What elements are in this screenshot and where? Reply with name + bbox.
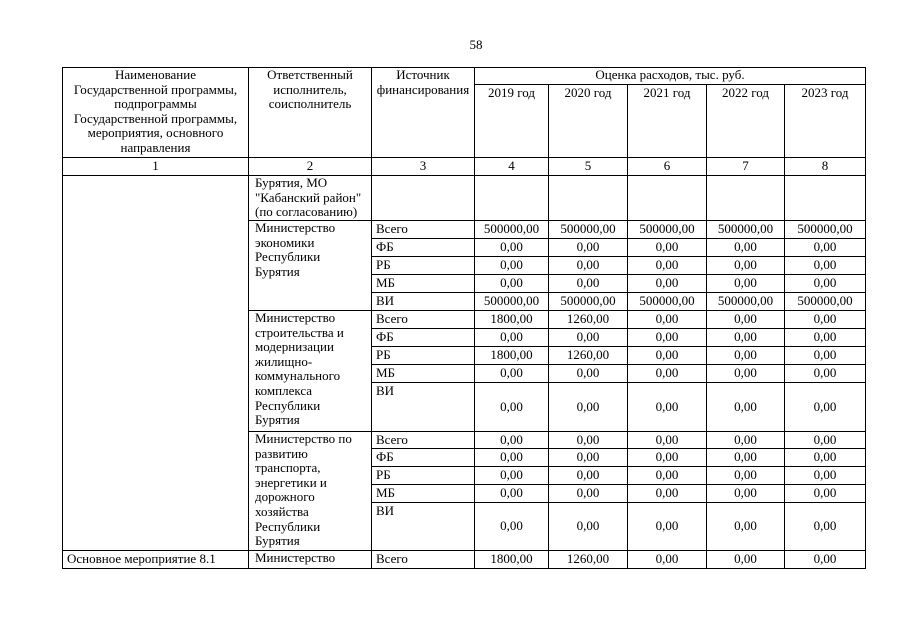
value-cell-2023: 0,00	[785, 311, 866, 329]
value-cell-empty	[549, 176, 628, 221]
header-row	[63, 68, 866, 85]
value-cell-2021: 0,00	[628, 449, 707, 467]
value-cell-empty	[628, 176, 707, 221]
value-cell-2020: 1260,00	[549, 311, 628, 329]
value-cell-2021: 0,00	[628, 311, 707, 329]
source-label: МБ	[372, 365, 475, 383]
value-cell-2019: 500000,00	[475, 221, 549, 239]
source-label: РБ	[372, 467, 475, 485]
value-cell-2022: 0,00	[707, 365, 785, 383]
header-year-2023: 2023 год	[785, 85, 866, 158]
value-cell-empty	[707, 176, 785, 221]
column-number: 3	[372, 158, 475, 176]
value-cell-2021: 500000,00	[628, 221, 707, 239]
header-year-2020: 2020 год	[549, 85, 628, 158]
executor-cell: Министерство по развитию транспорта, энергетики и дорожного хозяйства Республики Бурятия	[249, 432, 372, 551]
value-cell-2022: 0,00	[707, 383, 785, 432]
value-cell-2022: 0,00	[707, 257, 785, 275]
value-cell-2023: 500000,00	[785, 221, 866, 239]
value-cell-empty	[475, 176, 549, 221]
value-cell-2023: 0,00	[785, 383, 866, 432]
header-year-2022: 2022 год	[707, 85, 785, 158]
value-cell-2020: 1260,00	[549, 347, 628, 365]
header-name: Наименование Государственной программы, подпрограммы Государственной программы, мероприятия, основного направления	[63, 68, 249, 158]
value-cell-2019: 0,00	[475, 432, 549, 449]
value-cell-2023: 0,00	[785, 485, 866, 503]
header-executor: Ответственный исполнитель, соисполнитель	[249, 68, 372, 158]
value-cell-empty	[785, 176, 866, 221]
source-label: Всего	[372, 551, 475, 569]
executor-cell: Министерство экономики Республики Бурятия	[249, 221, 372, 311]
measure-name-cell: Основное мероприятие 8.1	[63, 551, 249, 569]
column-numbers-row	[63, 158, 866, 176]
source-label: МБ	[372, 485, 475, 503]
name-cell-empty	[63, 176, 249, 551]
value-cell-2021: 0,00	[628, 485, 707, 503]
header-source: Источник финансирования	[372, 68, 475, 158]
source-label: МБ	[372, 275, 475, 293]
value-cell-2020: 0,00	[549, 257, 628, 275]
value-cell-2020: 0,00	[549, 365, 628, 383]
value-cell-2020: 0,00	[549, 449, 628, 467]
header-year-2019: 2019 год	[475, 85, 549, 158]
column-number: 7	[707, 158, 785, 176]
value-cell-2020: 0,00	[549, 432, 628, 449]
value-cell-2022: 500000,00	[707, 293, 785, 311]
value-cell-2021: 0,00	[628, 257, 707, 275]
value-cell-2021: 0,00	[628, 432, 707, 449]
value-cell-2019: 0,00	[475, 329, 549, 347]
value-cell-2023: 0,00	[785, 239, 866, 257]
value-cell-2019: 1800,00	[475, 311, 549, 329]
value-cell-2023: 0,00	[785, 275, 866, 293]
source-label: ВИ	[372, 293, 475, 311]
page-number: 58	[469, 37, 483, 52]
value-cell-2019: 0,00	[475, 449, 549, 467]
executor-cell: Бурятия, МО "Кабанский район" (по согласованию)	[249, 176, 372, 221]
value-cell-2020: 500000,00	[549, 221, 628, 239]
column-number: 2	[249, 158, 372, 176]
value-cell-2019: 0,00	[475, 467, 549, 485]
value-cell-2021: 0,00	[628, 467, 707, 485]
column-number: 6	[628, 158, 707, 176]
value-cell-2019: 0,00	[475, 275, 549, 293]
value-cell-2021: 0,00	[628, 503, 707, 551]
value-cell-2020: 0,00	[549, 485, 628, 503]
value-cell-2022: 0,00	[707, 239, 785, 257]
source-label: ФБ	[372, 449, 475, 467]
value-cell-2023: 0,00	[785, 467, 866, 485]
value-cell-2021: 0,00	[628, 365, 707, 383]
table-row	[63, 176, 866, 221]
source-label: ФБ	[372, 239, 475, 257]
value-cell-2020: 1260,00	[549, 551, 628, 569]
value-cell-2020: 0,00	[549, 503, 628, 551]
value-cell-2021: 0,00	[628, 275, 707, 293]
value-cell-2021: 0,00	[628, 551, 707, 569]
value-cell-2020: 0,00	[549, 329, 628, 347]
value-cell-2023: 0,00	[785, 257, 866, 275]
column-number: 8	[785, 158, 866, 176]
header-year-2021: 2021 год	[628, 85, 707, 158]
source-label: ВИ	[372, 503, 475, 551]
source-label: ВИ	[372, 383, 475, 432]
value-cell-2021: 0,00	[628, 329, 707, 347]
executor-cell: Министерство строительства и модернизации жилищно- коммунального комплекса Республики Бурятия	[249, 311, 372, 432]
value-cell-2020: 0,00	[549, 467, 628, 485]
value-cell-2023: 0,00	[785, 329, 866, 347]
value-cell-2023: 0,00	[785, 551, 866, 569]
value-cell-2022: 0,00	[707, 432, 785, 449]
table-row	[63, 551, 866, 569]
header-estimate: Оценка расходов, тыс. руб.	[475, 68, 866, 85]
value-cell-2019: 1800,00	[475, 551, 549, 569]
value-cell-2020: 0,00	[549, 239, 628, 257]
value-cell-2019: 500000,00	[475, 293, 549, 311]
source-label: Всего	[372, 221, 475, 239]
value-cell-2023: 0,00	[785, 449, 866, 467]
column-number: 5	[549, 158, 628, 176]
source-cell-empty	[372, 176, 475, 221]
value-cell-2019: 0,00	[475, 239, 549, 257]
value-cell-2022: 0,00	[707, 485, 785, 503]
value-cell-2022: 0,00	[707, 311, 785, 329]
source-label: РБ	[372, 347, 475, 365]
value-cell-2022: 500000,00	[707, 221, 785, 239]
value-cell-2023: 0,00	[785, 432, 866, 449]
value-cell-2019: 1800,00	[475, 347, 549, 365]
value-cell-2022: 0,00	[707, 347, 785, 365]
source-label: Всего	[372, 311, 475, 329]
source-label: Всего	[372, 432, 475, 449]
value-cell-2021: 500000,00	[628, 293, 707, 311]
value-cell-2021: 0,00	[628, 239, 707, 257]
value-cell-2023: 0,00	[785, 365, 866, 383]
value-cell-2022: 0,00	[707, 551, 785, 569]
value-cell-2019: 0,00	[475, 383, 549, 432]
value-cell-2021: 0,00	[628, 347, 707, 365]
value-cell-2020: 0,00	[549, 383, 628, 432]
value-cell-2019: 0,00	[475, 365, 549, 383]
value-cell-2023: 0,00	[785, 503, 866, 551]
value-cell-2020: 500000,00	[549, 293, 628, 311]
value-cell-2022: 0,00	[707, 329, 785, 347]
value-cell-2019: 0,00	[475, 485, 549, 503]
column-number: 4	[475, 158, 549, 176]
source-label: РБ	[372, 257, 475, 275]
value-cell-2020: 0,00	[549, 275, 628, 293]
value-cell-2023: 0,00	[785, 347, 866, 365]
value-cell-2019: 0,00	[475, 257, 549, 275]
value-cell-2022: 0,00	[707, 503, 785, 551]
source-label: ФБ	[372, 329, 475, 347]
value-cell-2022: 0,00	[707, 449, 785, 467]
value-cell-2022: 0,00	[707, 467, 785, 485]
expenditure-table	[62, 67, 866, 569]
column-number: 1	[63, 158, 249, 176]
executor-cell: Министерство	[249, 551, 372, 569]
value-cell-2021: 0,00	[628, 383, 707, 432]
value-cell-2022: 0,00	[707, 275, 785, 293]
value-cell-2023: 500000,00	[785, 293, 866, 311]
value-cell-2019: 0,00	[475, 503, 549, 551]
